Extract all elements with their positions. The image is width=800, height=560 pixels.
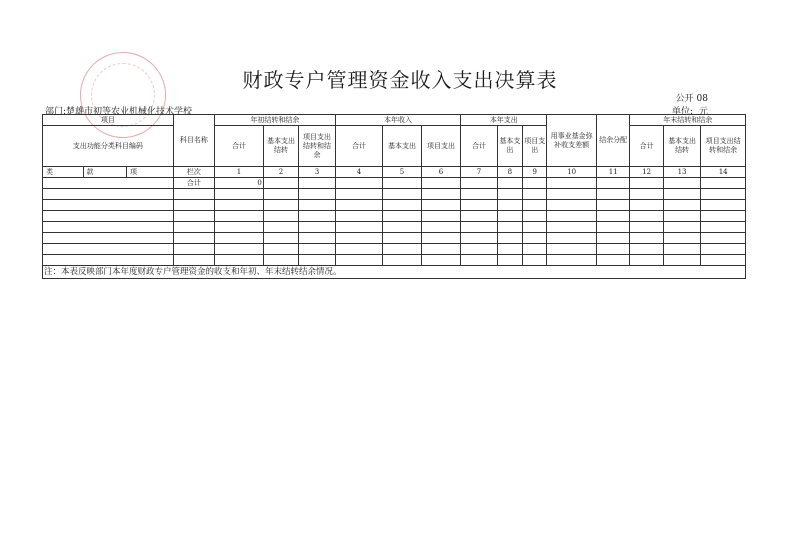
col-number: 13 bbox=[663, 167, 700, 178]
table-cell bbox=[335, 244, 383, 255]
table-cell bbox=[383, 222, 421, 233]
total-row bbox=[43, 178, 746, 189]
table-note: 注：本表反映部门本年度财政专户管理资金的收支和年初、年末结转结余情况。 bbox=[43, 266, 746, 279]
table-cell bbox=[596, 189, 629, 200]
table-cell bbox=[497, 211, 522, 222]
table-cell bbox=[523, 233, 547, 244]
table-cell bbox=[383, 178, 421, 189]
header-income-project: 项目支出 bbox=[421, 126, 461, 167]
table-cell bbox=[43, 222, 174, 233]
header-expense-basic: 基本支出 bbox=[497, 126, 522, 167]
col-number: 6 bbox=[421, 167, 461, 178]
document-title: 财政专户管理资金收入支出决算表 bbox=[242, 68, 558, 92]
table-cell bbox=[299, 255, 335, 266]
final-accounts-table bbox=[42, 114, 746, 279]
header-start-balance: 年初结转和结余 bbox=[215, 115, 336, 126]
empty-rows bbox=[43, 189, 746, 266]
table-cell bbox=[461, 255, 497, 266]
header-fund-supplement: 用事业基金弥补收支差额 bbox=[547, 115, 597, 167]
table-cell bbox=[173, 222, 215, 233]
table-cell bbox=[663, 200, 700, 211]
unit-label: 单位: bbox=[671, 107, 693, 117]
table-cell bbox=[335, 211, 383, 222]
table-cell bbox=[335, 189, 383, 200]
table-cell bbox=[215, 222, 264, 233]
table-cell bbox=[263, 211, 298, 222]
table-cell bbox=[596, 222, 629, 233]
table-cell bbox=[263, 244, 298, 255]
table-cell bbox=[497, 255, 522, 266]
col-number: 3 bbox=[299, 167, 335, 178]
table-cell bbox=[523, 200, 547, 211]
code-lanci: 栏次 bbox=[173, 167, 215, 178]
table-row bbox=[43, 189, 746, 200]
table-cell bbox=[523, 211, 547, 222]
table-cell bbox=[497, 222, 522, 233]
col-number: 2 bbox=[263, 167, 298, 178]
table-cell bbox=[547, 244, 597, 255]
table-cell bbox=[299, 178, 335, 189]
header-balance-distribution: 结余分配 bbox=[596, 115, 629, 167]
table-cell bbox=[43, 233, 174, 244]
code-lei: 类 bbox=[43, 167, 84, 178]
header-function-code: 支出功能分类科目编码 bbox=[43, 126, 174, 167]
table-cell bbox=[596, 233, 629, 244]
table-cell bbox=[630, 233, 663, 244]
table-cell bbox=[461, 244, 497, 255]
col-number: 14 bbox=[701, 167, 746, 178]
table-cell bbox=[173, 244, 215, 255]
table-cell bbox=[263, 200, 298, 211]
table-cell bbox=[43, 189, 174, 200]
table-cell bbox=[383, 255, 421, 266]
table-cell bbox=[547, 222, 597, 233]
table-cell bbox=[299, 222, 335, 233]
table-cell bbox=[701, 244, 746, 255]
department-name: 楚雄市初等农业机械化技术学校 bbox=[66, 107, 193, 117]
table-cell bbox=[335, 178, 383, 189]
code-row bbox=[43, 167, 746, 178]
table-cell bbox=[701, 255, 746, 266]
table-cell bbox=[630, 255, 663, 266]
table-cell bbox=[263, 189, 298, 200]
table-cell bbox=[547, 200, 597, 211]
table-cell bbox=[421, 211, 461, 222]
table-cell bbox=[547, 189, 597, 200]
table-cell bbox=[421, 222, 461, 233]
table-cell bbox=[461, 178, 497, 189]
table-cell bbox=[421, 200, 461, 211]
table-cell bbox=[421, 233, 461, 244]
header-start-total: 合计 bbox=[215, 126, 264, 167]
table-cell bbox=[215, 244, 264, 255]
table-cell bbox=[263, 255, 298, 266]
col-number: 12 bbox=[630, 167, 663, 178]
col-number: 9 bbox=[523, 167, 547, 178]
header-end-basic: 基本支出结转 bbox=[663, 126, 700, 167]
table-cell bbox=[299, 211, 335, 222]
table-cell bbox=[630, 244, 663, 255]
table-cell bbox=[547, 233, 597, 244]
table-row bbox=[43, 200, 746, 211]
table-cell bbox=[663, 255, 700, 266]
table-cell bbox=[421, 178, 461, 189]
table-cell bbox=[335, 222, 383, 233]
table-cell bbox=[43, 244, 174, 255]
table-cell bbox=[497, 233, 522, 244]
table-cell bbox=[335, 200, 383, 211]
table-cell bbox=[299, 189, 335, 200]
table-cell bbox=[335, 255, 383, 266]
table-cell bbox=[596, 211, 629, 222]
table-row bbox=[43, 222, 746, 233]
header-expense: 本年支出 bbox=[461, 115, 547, 126]
table-cell bbox=[43, 211, 174, 222]
table-cell bbox=[701, 222, 746, 233]
col-number: 8 bbox=[497, 167, 522, 178]
table-row bbox=[43, 211, 746, 222]
table-cell bbox=[383, 244, 421, 255]
table-row bbox=[43, 255, 746, 266]
table-cell bbox=[497, 178, 522, 189]
table-row bbox=[43, 233, 746, 244]
table-cell bbox=[215, 200, 264, 211]
total-label: 合计 bbox=[173, 178, 215, 189]
table-cell bbox=[43, 255, 174, 266]
table-cell bbox=[596, 200, 629, 211]
table-cell bbox=[547, 255, 597, 266]
table-cell bbox=[523, 244, 547, 255]
table-cell bbox=[461, 233, 497, 244]
header-income: 本年收入 bbox=[335, 115, 461, 126]
table-cell bbox=[663, 233, 700, 244]
table-cell bbox=[701, 189, 746, 200]
table-cell bbox=[43, 178, 174, 189]
table-cell bbox=[335, 233, 383, 244]
table-cell bbox=[596, 244, 629, 255]
table-row bbox=[43, 244, 746, 255]
table-cell bbox=[523, 178, 547, 189]
table-cell bbox=[461, 211, 497, 222]
header-expense-total: 合计 bbox=[461, 126, 497, 167]
code-xiang: 项 bbox=[127, 167, 174, 178]
table-cell bbox=[701, 178, 746, 189]
table-cell bbox=[630, 178, 663, 189]
table-cell bbox=[215, 255, 264, 266]
table-cell bbox=[173, 200, 215, 211]
col-number: 7 bbox=[461, 167, 497, 178]
table-cell bbox=[383, 189, 421, 200]
table-cell bbox=[383, 200, 421, 211]
table-cell bbox=[630, 211, 663, 222]
code-kuan: 款 bbox=[83, 167, 127, 178]
header-start-basic: 基本支出结转 bbox=[263, 126, 298, 167]
table-cell bbox=[299, 200, 335, 211]
table-cell bbox=[263, 178, 298, 189]
table-cell bbox=[173, 255, 215, 266]
col-number: 5 bbox=[383, 167, 421, 178]
table-cell bbox=[421, 189, 461, 200]
table-cell bbox=[383, 233, 421, 244]
table-cell bbox=[497, 244, 522, 255]
table-cell bbox=[663, 222, 700, 233]
table-cell bbox=[663, 211, 700, 222]
table-cell bbox=[663, 189, 700, 200]
table-cell bbox=[263, 233, 298, 244]
col-number: 11 bbox=[596, 167, 629, 178]
col-number: 10 bbox=[547, 167, 597, 178]
table-cell bbox=[523, 189, 547, 200]
table-cell bbox=[630, 189, 663, 200]
table-cell bbox=[596, 255, 629, 266]
table-cell bbox=[421, 255, 461, 266]
table-cell bbox=[663, 178, 700, 189]
header-project: 项目 bbox=[43, 115, 174, 126]
table-cell bbox=[523, 222, 547, 233]
header-expense-project: 项目支出 bbox=[523, 126, 547, 167]
col-number: 1 bbox=[215, 167, 264, 178]
table-cell bbox=[299, 244, 335, 255]
header-end-balance: 年末结转和结余 bbox=[630, 115, 746, 126]
header-subject-name: 科目名称 bbox=[173, 115, 215, 167]
table-cell bbox=[215, 211, 264, 222]
table-cell bbox=[461, 222, 497, 233]
table-cell bbox=[215, 189, 264, 200]
table-cell bbox=[596, 178, 629, 189]
table-cell bbox=[461, 189, 497, 200]
table-cell bbox=[701, 200, 746, 211]
table-cell bbox=[173, 189, 215, 200]
table-cell bbox=[461, 200, 497, 211]
table-cell bbox=[663, 244, 700, 255]
table-cell bbox=[701, 233, 746, 244]
table-cell bbox=[215, 233, 264, 244]
table-cell bbox=[497, 200, 522, 211]
table-cell bbox=[547, 211, 597, 222]
header-income-total: 合计 bbox=[335, 126, 383, 167]
table-cell bbox=[299, 233, 335, 244]
table-cell bbox=[421, 244, 461, 255]
header-start-project: 项目支出结转和结余 bbox=[299, 126, 335, 167]
table-cell bbox=[173, 233, 215, 244]
header-end-project: 项目支出结转和结余 bbox=[701, 126, 746, 167]
total-value: 0 bbox=[215, 178, 264, 189]
table-cell bbox=[263, 222, 298, 233]
table-cell bbox=[630, 222, 663, 233]
department-label: 部门: bbox=[45, 107, 67, 117]
header-end-total: 合计 bbox=[630, 126, 663, 167]
header-income-basic: 基本支出 bbox=[383, 126, 421, 167]
table-cell bbox=[43, 200, 174, 211]
unit-value: 元 bbox=[698, 107, 708, 117]
table-cell bbox=[383, 211, 421, 222]
table-cell bbox=[701, 211, 746, 222]
table-cell bbox=[547, 178, 597, 189]
table-cell bbox=[630, 200, 663, 211]
table-cell bbox=[173, 211, 215, 222]
col-number: 4 bbox=[335, 167, 383, 178]
form-code: 公开 08 bbox=[675, 94, 708, 104]
table-cell bbox=[497, 189, 522, 200]
table-cell bbox=[523, 255, 547, 266]
